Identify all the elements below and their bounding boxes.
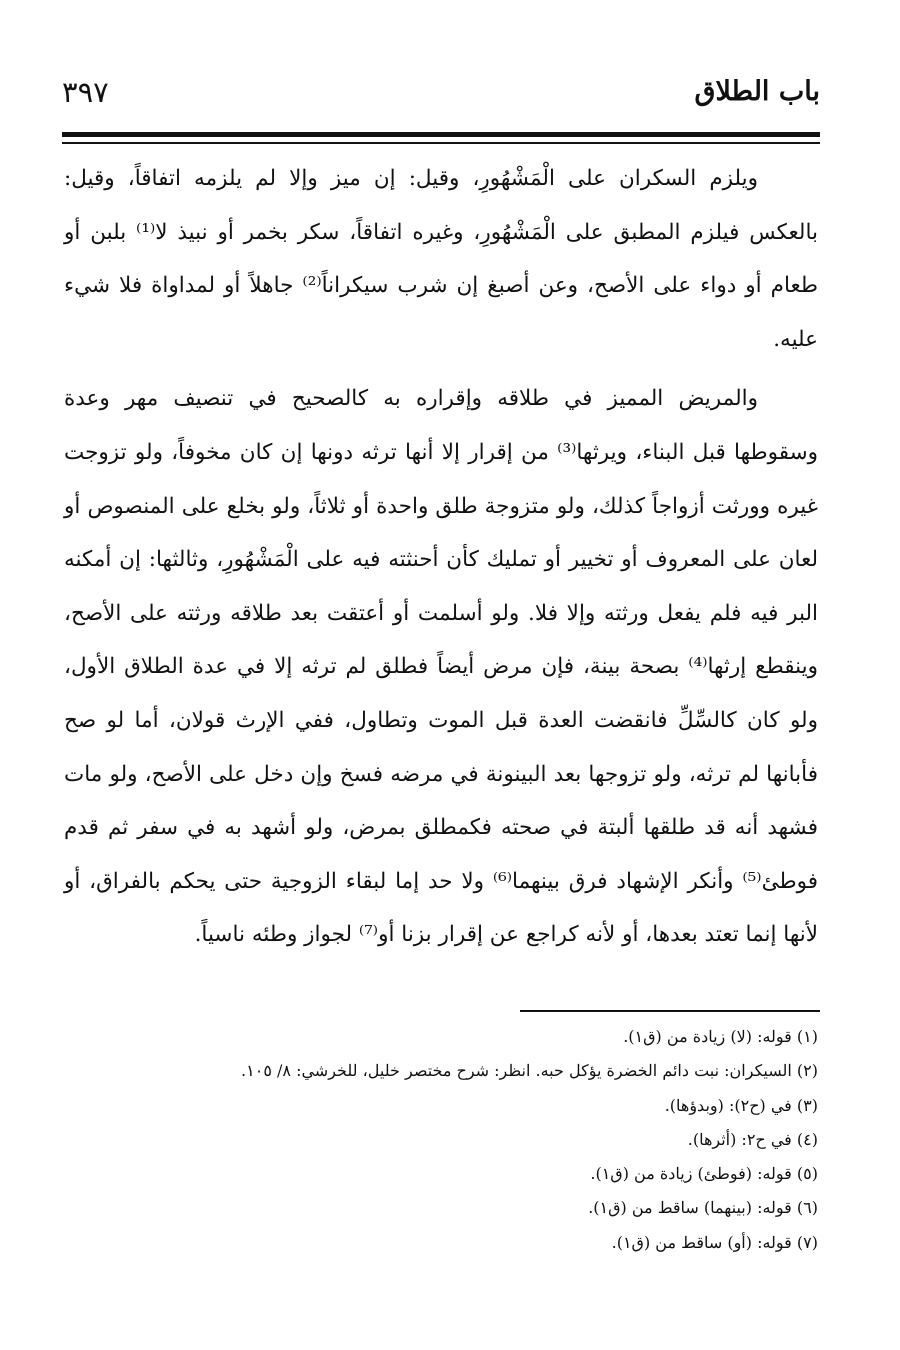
main-text: [64, 152, 818, 962]
footnote: (٣) في (ح٢): (وبدؤها).: [664, 1095, 818, 1115]
page-number: ٣٩٧: [62, 75, 109, 109]
footnote: (٦) قوله: (بينهما) ساقط من (ق١).: [588, 1198, 818, 1218]
footnote: (٢) السيكران: نبت دائم الخضرة يؤكل حبه. انظر: شرح مختصر خليل، للخرشي: ٨/ ١٠٥.: [241, 1061, 818, 1081]
header-rule-thin: [62, 142, 820, 144]
footnote: (٤) في ح٢: (أثرها).: [687, 1129, 818, 1149]
paragraph: والمريض المميز في طلاقه وإقراره به كالصحيح في تنصيف مهر وعدة وسقوطها قبل البناء، ويرثها⁽³⁾ من إقرار إلا أنها ترثه دونها إن كان مخوفاً، ولو تزوجت غيره وورثت أزواجاً كذلك، ولو متزوجة طلق واحدة أو ثلاثاً، ولو بخلع على المنصوص أو لعان على المعروف أو تخيير أو تمليك كأن أحنثته فيه على الْمَشْهُورِ، وثالثها: إن أمكنه البر فيه فلم يفعل ورثته وإلا فلا. ولو أسلمت أو أعتقت بعد طلاقه ورثته على الأصح، وينقطع إرثها⁽⁴⁾ بصحة بينة، فإن مرض أيضاً فطلق لم ترثه إلا في عدة الطلاق الأول، ولو كان كالسِّلِّ فانقضت العدة قبل الموت وتطاول، ففي الإرث قولان، أما لو صح فأبانها لم ترثه، ولو تزوجها بعد البينونة في مرضه فسخ وإن دخل على الأصح، ولو مات فشهد أنه قد طلقها ألبتة في صحته فكمطلق بمرض، ولو أشهد به في سفر ثم قدم فوطئ⁽⁵⁾ وأنكر الإشهاد فرق بينهما⁽⁶⁾ ولا حد إما لبقاء الزوجية حتى يحكم بالفراق، أو لأنها إنما تعتد بعدها، أو لأنه كراجع عن إقرار بزنا أو⁽⁷⁾ لجواز وطئه ناسياً.: [64, 386, 818, 948]
page-header: [62, 72, 820, 128]
footnote: (٧) قوله: (أو) ساقط من (ق١).: [611, 1232, 818, 1252]
footnote: (٥) قوله: (فوطئ) زيادة من (ق١).: [590, 1164, 818, 1184]
chapter-title: باب الطلاق: [694, 76, 820, 107]
footnote-separator: [520, 1010, 820, 1012]
footnotes: [64, 1020, 818, 1260]
paragraph: ويلزم السكران على الْمَشْهُورِ، وقيل: إن ميز وإلا لم يلزمه اتفاقاً، وقيل: بالعكس فيلزم المطبق على الْمَشْهُورِ، وغيره اتفاقاً، سكر بخمر أو نبيذ لا⁽¹⁾ بلبن أو طعام أو دواء على الأصح، وعن أصبغ إن شرب سيكراناً⁽²⁾ جاهلاً أو لمداواة فلا شيء عليه.: [64, 166, 819, 352]
footnote: (١) قوله: (لا) زيادة من (ق١).: [623, 1027, 818, 1046]
header-rule-thick: [62, 132, 820, 137]
